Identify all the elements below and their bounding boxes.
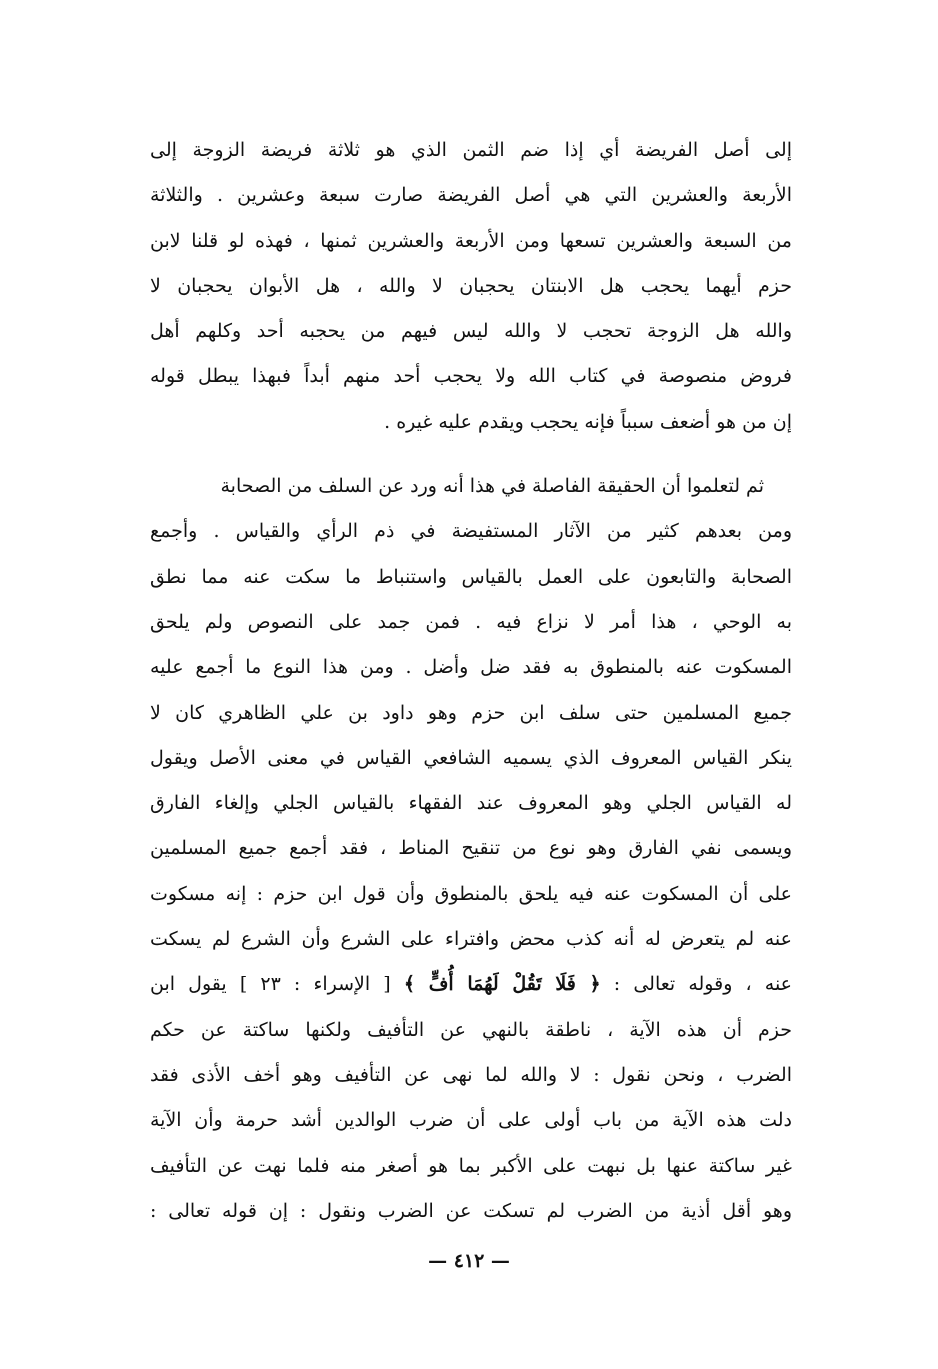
- text-line: عنه لم يتعرض له أنه كذب محض وافتراء على الشرع وأن الشرع لم يسكت: [150, 928, 792, 951]
- quran-line-tail: يقول ابن: [150, 973, 227, 996]
- text-line: دلت هذه الآية من باب أولى على أن ضرب الوالدين أشد حرمة وأن الآية: [150, 1109, 792, 1132]
- text-line: وهو أقل أذية من الضرب لم تسكت عن الضرب ونقول : إن قوله تعالى :: [150, 1199, 792, 1222]
- quran-citation-line: [150, 962, 792, 1007]
- text-line: المسكوت عنه بالمنطوق به فقد ضل وأضل . ومن هذا النوع ما أجمع عليه: [150, 656, 792, 679]
- text-line: حزم أيهما يحجب هل الابنتان يحجبان لا والله ، هل الأبوان يحجبان لا: [150, 274, 792, 297]
- paragraph-2: [150, 464, 792, 1234]
- text-line: به الوحي ، هذا أمر لا نزاع فيه . فمن جمد على النصوص ولم يلحق: [150, 610, 792, 633]
- text-line: والله هل الزوجة تحجب لا والله ليس فيهم من يحجبه أحد وكلهم أهل: [150, 320, 792, 343]
- text-line: ويسمى نفي الفارق وهو نوع من تنقيح المناط ، فقد أجمع جميع المسلمين: [150, 837, 792, 860]
- page-body: [150, 128, 792, 1234]
- text-line: الصحابة والتابعون على العمل بالقياس واستنباط ما سكت عنه مما نطق: [150, 565, 792, 588]
- text-line: ومن بعدهم كثير من الآثار المستفيضة في ذم الرأي والقياس . وأجمع: [150, 520, 792, 543]
- surah-reference: [ الإسراء : ٢٣ ]: [226, 973, 404, 996]
- text-line: ثم لتعلموا أن الحقيقة الفاصلة في هذا أنه ورد عن السلف من الصحابة: [220, 475, 764, 498]
- text-line: جميع المسلمين حتى سلف ابن حزم وهو داود بن علي الظاهري كان لا: [150, 701, 792, 724]
- text-line: حزم أن هذه الآية ، ناطقة بالنهي عن التأفيف ولكنها ساكتة عن حكم: [150, 1018, 792, 1041]
- quran-line-lead: عنه ، وقوله تعالى :: [600, 973, 792, 996]
- text-line: فروض منصوصة في كتاب الله ولا يحجب أحد منهم أبداً فبهذا يبطل قوله: [150, 365, 792, 388]
- quran-verse: ﴿ فَلَا تَقُلْ لَهُمَا أُفٍّ ﴾: [403, 973, 601, 996]
- text-line: له القياس الجلي وهو المعروف عند الفقهاء بالقياس الجلي وإلغاء الفارق: [150, 792, 792, 815]
- page-number: — ٤١٢ —: [428, 1250, 510, 1272]
- text-line: الضرب ، ونحن نقول : لا والله لما نهى عن التأفيف وهو أخف الأذى فقد: [150, 1063, 792, 1086]
- text-line: إن من هو أضعف سبباً فإنه يحجب ويقدم عليه غيره .: [384, 410, 792, 433]
- text-line: ينكر القياس المعروف الذي يسميه الشافعي القياس في معنى الأصل ويقول: [150, 746, 792, 769]
- text-line: الأربعة والعشرين التي هي أصل الفريضة صارت سبعة وعشرين . والثلاثة: [150, 184, 792, 207]
- text-line: على أن المسكوت عنه فيه يلحق بالمنطوق وأن قول ابن حزم : إنه مسكوت: [150, 882, 792, 905]
- text-line: من السبعة والعشرين تسعها ومن الأربعة والعشرين ثمنها ، فهذه لو قلنا لابن: [150, 229, 792, 252]
- text-line: إلى أصل الفريضة أي إذا ضم الثمن الذي هو ثلاثة فريضة الزوجة إلى: [150, 139, 792, 161]
- text-line: غير ساكتة عنها بل نبهت على الأكبر بما هو أصغر منه فلما نهت عن التأفيف: [150, 1154, 792, 1177]
- paragraph-1: [150, 128, 792, 445]
